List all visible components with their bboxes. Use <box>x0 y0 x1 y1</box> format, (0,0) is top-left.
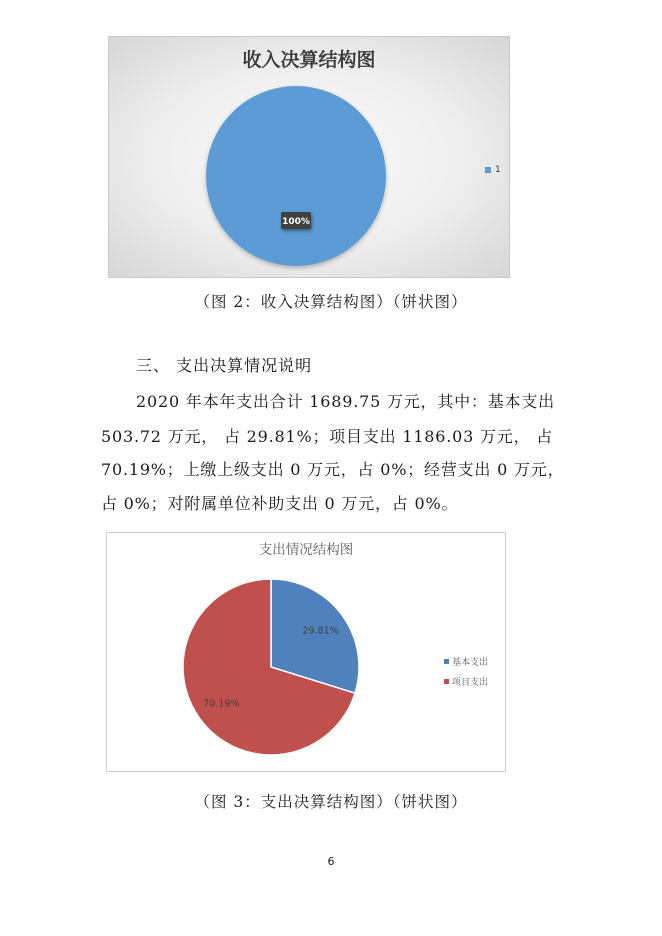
legend-label-1: 1 <box>495 165 501 175</box>
legend-item-project <box>444 671 488 691</box>
figure-2-caption: （图 2：收入决算结构图）（饼状图） <box>194 293 468 311</box>
section-heading: 三、 支出决算情况说明 <box>136 356 313 375</box>
data-label-project: 70.19% <box>203 698 240 710</box>
page-number: 6 <box>327 855 335 868</box>
legend-label-basic: 基本支出 <box>452 657 489 668</box>
data-label-basic: 29.81% <box>302 625 339 637</box>
data-label-1: 100% <box>282 217 310 227</box>
pie-slice-1 <box>206 86 386 266</box>
paragraph-line-1: 2020 年本年支出合计 1689.75 万元，其中：基本支出 <box>136 392 555 411</box>
paragraph-line-2: 503.72 万元， 占 29.81%；项目支出 1186.03 万元， 占 <box>101 427 554 446</box>
figure-3-caption: （图 3：支出决算结构图）（饼状图） <box>194 793 468 811</box>
chart-title: 收入决算结构图 <box>242 49 376 71</box>
legend <box>485 165 501 175</box>
legend <box>444 651 488 691</box>
income-pie-svg <box>109 37 511 279</box>
chart-title: 支出情况结构图 <box>258 542 354 558</box>
income-structure-chart <box>108 36 510 278</box>
legend-swatch-project <box>444 679 449 684</box>
legend-swatch-basic <box>444 659 449 664</box>
legend-swatch-1 <box>485 167 491 173</box>
legend-item-basic <box>444 651 488 671</box>
legend-label-project: 项目支出 <box>452 677 489 688</box>
expenditure-structure-chart <box>106 532 506 772</box>
paragraph-line-3: 70.19%；上缴上级支出 0 万元，占 0%；经营支出 0 万元， <box>101 460 565 479</box>
paragraph-line-4: 占 0%；对附属单位补助支出 0 万元，占 0%。 <box>101 494 459 513</box>
